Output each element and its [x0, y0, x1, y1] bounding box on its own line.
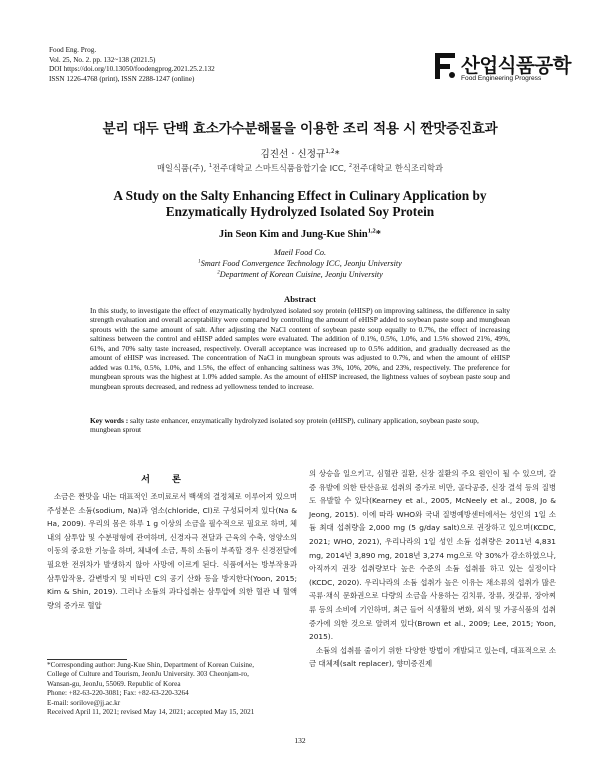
- aff-en-sup-1: 1: [198, 258, 201, 265]
- affiliations-english: [0, 247, 600, 280]
- aff-kr-2: 전주대학교 한식조리학과: [352, 163, 443, 173]
- authors-korean-sup: 1,2: [325, 147, 335, 155]
- aff-en-line-2: [0, 269, 600, 280]
- authors-english-star: *: [375, 229, 381, 240]
- authors-english: [0, 229, 600, 240]
- journal-doi: DOI https://doi.org/10.13050/foodengprog.2021.25.2.132: [49, 65, 215, 74]
- aff-en-line-1: [0, 258, 600, 269]
- body-right-paragraph-1: 의 상승을 일으키고, 심혈관 질환, 신장 질환의 주요 원인이 될 수 있으며, 갈증 유발에 의한 탄산음료 섭취의 증가로 비만, 골다공증, 신장 결석 등의 질병도 유발할 수 있다(Kearney et al., 2005, McNeely et al., 2008, Jo & Jeong, 2015). 이에 따라 WHO와 국내 질병예방센터에서는 성인의 1일 소듐 최대 섭취량을 2,000 mg (5 g/day salt)으로 권장하고 있으며(KCDC, 2021; WHO, 2021), 우리나라의 1일 성인 소듐 섭취량은 2011년 4,831 mg, 2014년 3,890 mg, 2018년 3,274 mg으로 약 30%가 감소하였으나, 아직까지 권장 섭취량보다 높은 수준의 소듐 섭취를 하고 있는 실정이다(KCDC, 2020). 우리나라의 소듐 섭취가 높은 이유는 채소류의 섭취가 많은 곡류·채식 문화권으로 다량의 소금을 사용하는 김치류, 장류, 젓갈류, 장아찌류 등의 소비에 기인하며, 최근 들어 식생활의 변화, 외식 및 가공식품의 섭취 증가에 의한 것으로 알려져 있다(Brown et al., 2009; Lee, 2015; Yoon, 2015).: [309, 469, 556, 642]
- keywords-text: salty taste enhancer, enzymatically hydrolyzed isolated soy protein (eHISP), culinary application, soybean paste soup, mungbean sprout: [90, 416, 479, 435]
- footnote-line-6: Received April 11, 2021; revised May 14, 2021; accepted May 15, 2021: [47, 708, 255, 717]
- authors-korean-names: 김진선 · 신정규: [260, 149, 326, 160]
- keywords-label: Key words :: [90, 416, 129, 425]
- footnote-line-4: Phone: +82-63-220-3081; Fax: +82-63-220-3264: [47, 689, 189, 698]
- footnote-divider: [47, 659, 127, 660]
- logo-korean-text: 산업식품공학: [461, 54, 572, 77]
- keywords: [90, 416, 510, 435]
- journal-volume: Vol. 25, No. 2. pp. 132~138 (2021.5): [49, 55, 156, 64]
- aff-en-1: Smart Food Convergence Technology ICC, Jeonju University: [200, 259, 402, 268]
- authors-english-names: Jin Seon Kim and Jung-Kue Shin: [219, 229, 368, 240]
- journal-logo-icon: [434, 51, 458, 81]
- journal-info: [49, 46, 215, 84]
- body-column-right: [309, 467, 556, 671]
- footnote-line-3: Wansan-gu, JeonJu, 55069. Republic of Korea: [47, 679, 181, 688]
- aff-kr-1: 전주대학교 스마트식품융합기술 ICC,: [212, 163, 349, 173]
- body-right-paragraph-2: 소듐의 섭취를 줄이기 위한 다양한 방법이 개발되고 있는데, 대표적으로 소금 대체제(salt replacer), 향미증진제: [309, 645, 556, 669]
- page-number: 132: [294, 736, 306, 745]
- footnote-line-5: E-mail: sorilove@jj.ac.kr: [47, 698, 121, 707]
- authors-korean-star: *: [334, 149, 340, 160]
- footnote-line-1: *Corresponding author: Jung-Kue Shin, Department of Korean Cuisine,: [47, 661, 255, 669]
- journal-name: Food Eng. Prog.: [49, 46, 97, 54]
- authors-korean: [0, 146, 600, 160]
- title-korean: 분리 대두 단백 효소가수분해물을 이용한 조리 적용 시 짠맛증진효과: [102, 121, 498, 137]
- aff-en-2: Department of Korean Cuisine, Jeonju University: [219, 270, 383, 279]
- aff-kr-0: 매일식품(주),: [157, 163, 209, 173]
- journal-logo: [434, 49, 572, 87]
- body-left-paragraph: 소금은 짠맛을 내는 대표적인 조미료로서 백색의 결정체로 이루어져 있으며 주성분은 소듐(sodium, Na)과 염소(chloride, Cl)로 구성되어져 있다(Na & Ha, 2009). 우리의 몸은 하루 1 g 이상의 소금을 필수적으로 필요로 하며, 체내의 삼투압 및 수분평형에 관여하며, 신경자극 전달과 근육의 수축, 영양소의 이동의 중요한 기능을 하며, 체내에 소금, 특히 소듐이 부족할 경우 신경전달에 필요한 전위차가 발생하지 않아 사망에 이르게 된다. 식품에서는 방부작용과 삼투압작용, 갈변방지 및 비타민 C의 공기 산화 등을 방지한다(Yoon, 2015; Kim & Shin, 2019). 그러나 소듐의 과다섭취는 삼투압에 의한 혈관 내 혈액량의 증가로 혈압: [47, 492, 297, 610]
- title-english: [0, 188, 600, 220]
- aff-kr-sup-2: 2: [348, 163, 353, 170]
- logo-english-text: Food Engineering Progress: [461, 75, 542, 82]
- body-column-left: [47, 490, 297, 612]
- journal-issn: ISSN 1226-4768 (print), ISSN 2288-1247 (online): [49, 74, 195, 83]
- authors-english-sup: 1,2: [367, 227, 376, 235]
- title-english-line2: Enzymatically Hydrolyzed Isolated Soy Protein: [165, 204, 435, 219]
- abstract-heading: Abstract: [284, 294, 316, 304]
- affiliations-korean: [0, 162, 600, 174]
- aff-en-0: Maeil Food Co.: [273, 248, 327, 257]
- aff-en-sup-2: 2: [217, 269, 220, 276]
- aff-kr-sup-1: 1: [208, 163, 213, 170]
- title-english-line1: A Study on the Salty Enhancing Effect in Culinary Application by: [113, 188, 487, 203]
- abstract-text: In this study, to investigate the effect of enzymatically hydrolyzed isolated soy protein (eHISP) on improving saltiness, the difference in salty strength evaluation and overall acceptability were compared by controlling the amount of eHISP added to soybean paste soup and mungbean sprouts with the same amount of salt. After adjusting the NaCl content of soybean paste soup equally to 0.7%, the effect of increasing saltiness between the control and eHISP added samples were evaluated. The addition of 0.1%, 0.5%, 1.0%, and 1.5% showed 21%, 49%, 61%, and 70% salty taste increased, respectively. Overall acceptance was increased up to 0.5% addition, and gradually decreased as the amount of eHISP was increased. The concentration of NaCl in mungbean sprouts was adjusted to 0.7%, and when the amount of eHISP added was 0.1%, 0.5%, 1.0%, and 1.5%, the effect of enhancing saltiness was 3%, 10%, 20%, and 23%, respectively. The preference for mungbean sprouts was the highest at 1.0% added sample. As the amount of eHISP increased, the lightness values of soybean paste soup and mungbean sprouts decreased, and redness ad yellowness tended to increase.: [90, 306, 510, 391]
- footnote-line-2: College of Culture and Tourism, JeonJu University. 303 Cheonjam-ro,: [47, 670, 249, 679]
- section-heading-introduction: 서론: [141, 474, 203, 485]
- footnote: [47, 661, 302, 717]
